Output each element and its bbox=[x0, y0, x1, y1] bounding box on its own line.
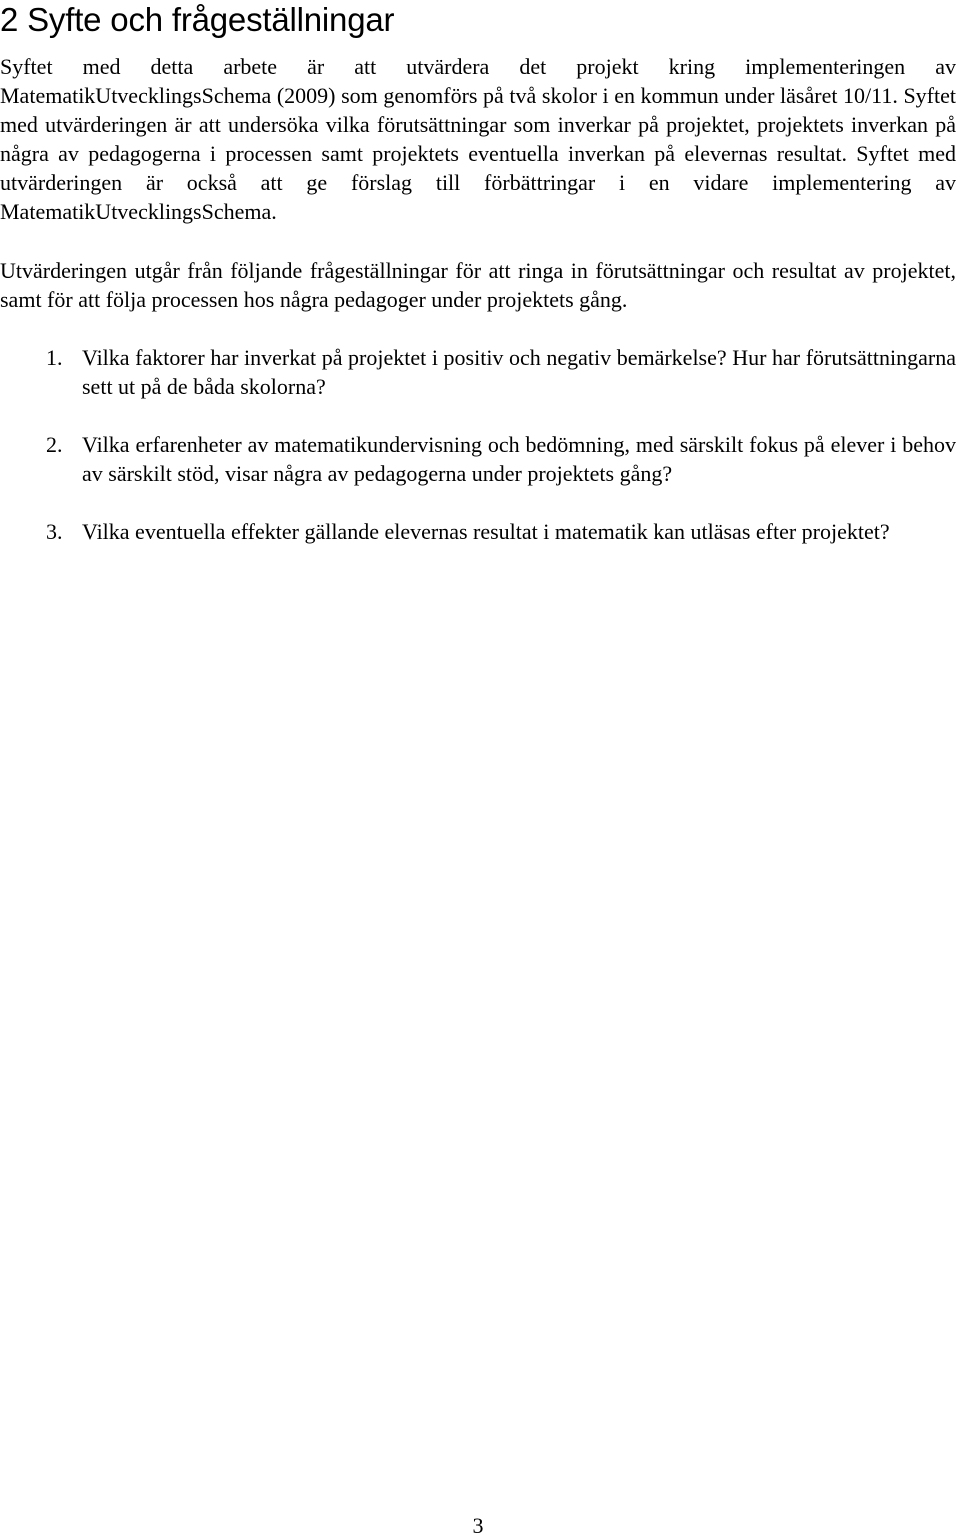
research-questions-intro-paragraph: Utvärderingen utgår från följande frågeställningar för att ringa in förutsättningar och resultat av projektet, samt för att följa processen hos några pedagoger under projektets gång. bbox=[0, 258, 956, 312]
research-question-list-1 bbox=[0, 343, 956, 401]
section-heading: 2 Syfte och frågeställningar bbox=[0, 1, 395, 38]
research-question-2 bbox=[0, 430, 956, 488]
question-text: Vilka eventuella effekter gällande elevernas resultat i matematik kan utläsas efter projektet? bbox=[82, 519, 890, 544]
question-number: 1. bbox=[46, 345, 63, 370]
research-question-3 bbox=[0, 517, 956, 546]
page-number: 3 bbox=[472, 1513, 484, 1538]
question-text: Vilka faktorer har inverkat på projektet i positiv och negativ bemärkelse? Hur har förutsättningarna sett ut på de båda skolorna? bbox=[82, 345, 956, 399]
question-number: 2. bbox=[46, 432, 63, 457]
research-question-list-3 bbox=[0, 517, 956, 546]
research-question-1 bbox=[0, 343, 956, 401]
question-text: Vilka erfarenheter av matematikundervisning och bedömning, med särskilt fokus på elever i behov av särskilt stöd, visar några av pedagogerna under projektets gång? bbox=[82, 432, 956, 486]
research-question-list-2 bbox=[0, 430, 956, 488]
purpose-paragraph: Syftet med detta arbete är att utvärdera det projekt kring implementeringen av MatematikUtvecklingsSchema (2009) som genomförs på två skolor i en kommun under läsåret 10/11. Syftet med utvärderingen är att undersöka vilka förutsättningar som inverkar på projektet, projektets inverkan på några av pedagogerna i processen samt projektets eventuella inverkan på elevernas resultat. Syftet med utvärderingen är också att ge förslag till förbättringar i en vidare implementering av MatematikUtvecklingsSchema. bbox=[0, 54, 956, 224]
question-number: 3. bbox=[46, 519, 63, 544]
